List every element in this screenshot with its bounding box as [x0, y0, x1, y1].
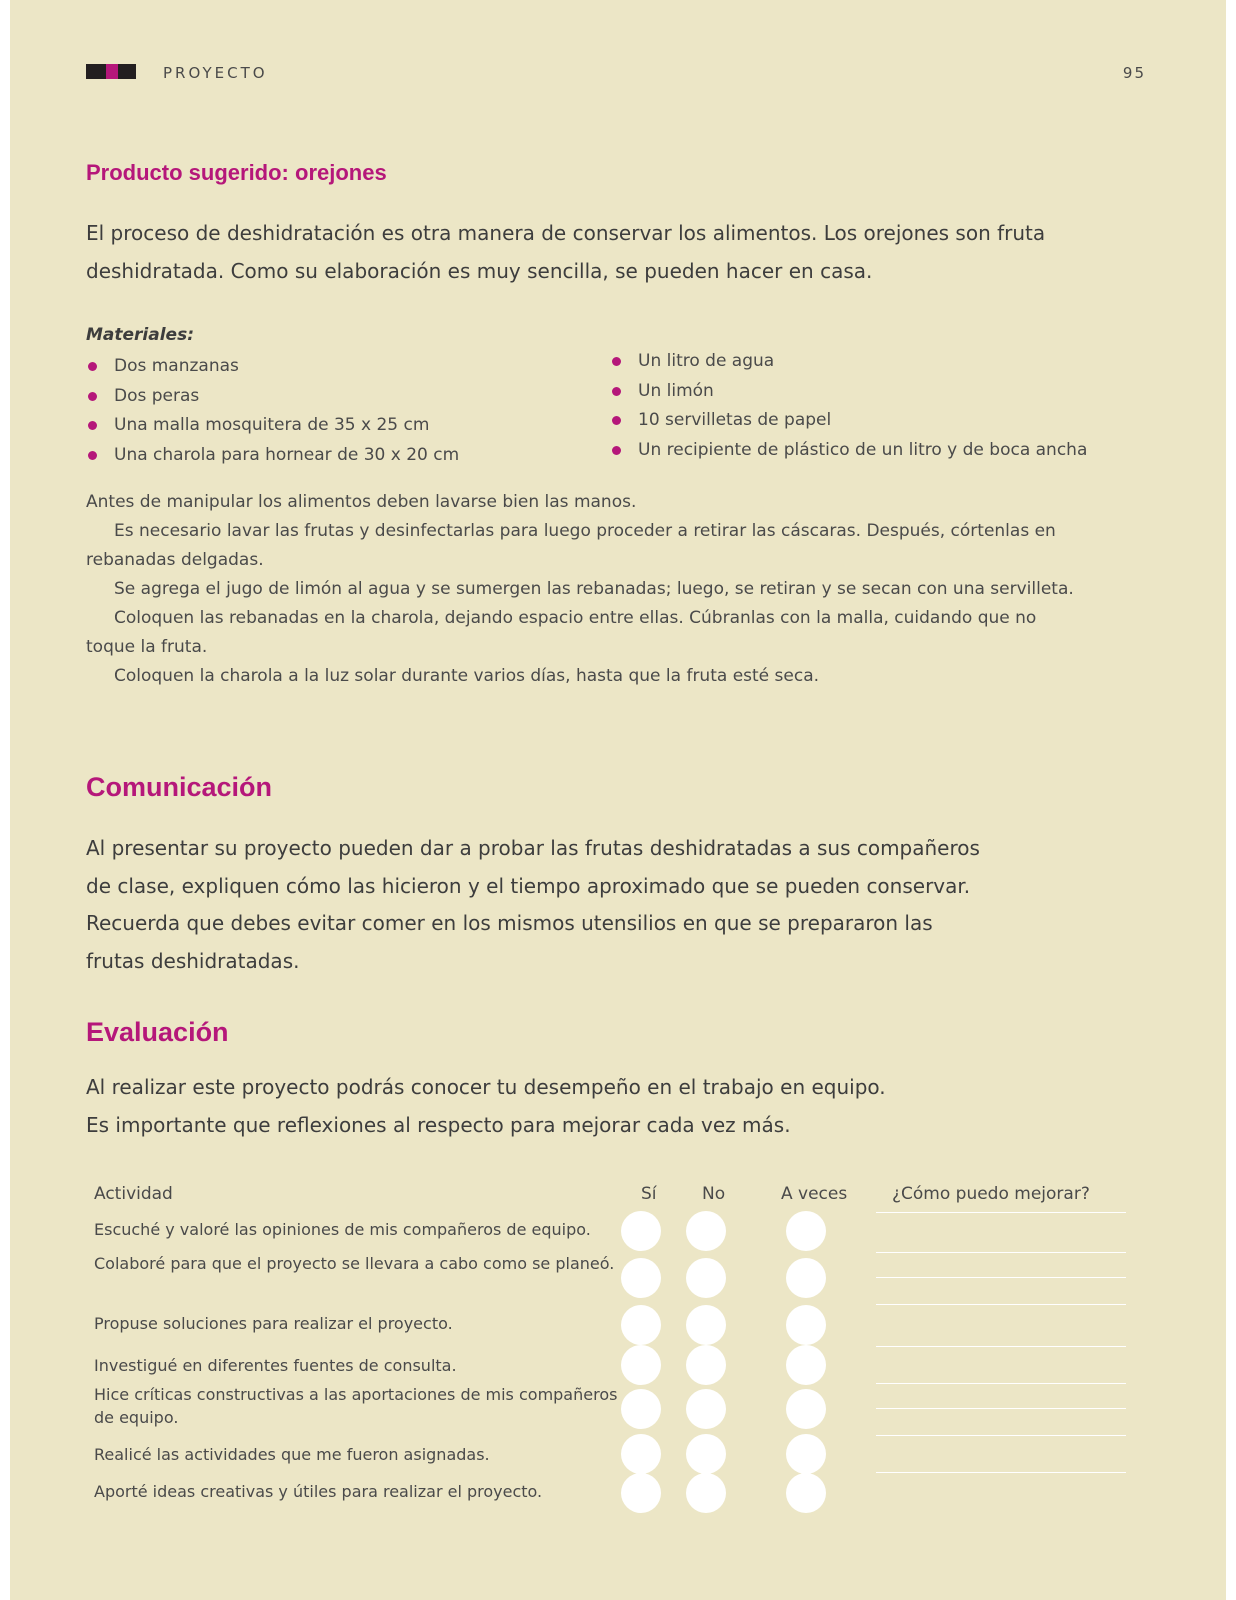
communication-title: Comunicación [86, 772, 273, 802]
bullet-icon [88, 392, 97, 401]
evaluation-text [86, 1069, 1086, 1144]
sometimes-circle[interactable] [786, 1345, 826, 1385]
material-item: Una charola para hornear de 30 x 20 cm [86, 441, 459, 471]
material-item: Un limón [610, 377, 1087, 407]
writing-line [876, 1277, 1126, 1278]
evaluation-table [86, 1172, 1150, 1514]
procedure-step: Antes de manipular los alimentos deben lavarse bien las manos. [86, 492, 637, 512]
activity-text: Hice críticas constructivas a las aportaciones de mis compañeros de equipo. [94, 1385, 618, 1427]
sometimes-circle[interactable] [786, 1305, 826, 1345]
col-improve: ¿Cómo puedo mejorar? [892, 1184, 1090, 1204]
writing-line [876, 1408, 1126, 1409]
sometimes-circle[interactable] [786, 1258, 826, 1298]
improve-writing-lines[interactable] [876, 1252, 1126, 1302]
no-circle[interactable] [686, 1305, 726, 1345]
no-circle[interactable] [686, 1258, 726, 1298]
material-item: Un litro de agua [610, 347, 1087, 377]
procedure-step: Es necesario lavar las frutas y desinfectarlas para luego proceder a retirar las cáscaras. Después, córtenlas en rebanadas delgadas. [86, 521, 1056, 570]
bullet-icon [612, 416, 621, 425]
evaluation-text-line: Al realizar este proyecto podrás conocer tu desempeño en el trabajo en equipo. [86, 1075, 886, 1099]
activity-text: Colaboré para que el proyecto se llevara a cabo como se planeó. [94, 1254, 615, 1273]
improve-writing-lines[interactable] [876, 1304, 1126, 1329]
improve-writing-lines[interactable] [876, 1346, 1126, 1371]
col-sometimes: A veces [781, 1184, 848, 1204]
page-number: 95 [1122, 64, 1146, 82]
yes-circle[interactable] [621, 1345, 661, 1385]
bullet-icon [88, 421, 97, 430]
materials-title: Materiales: [86, 325, 195, 345]
header-color-bar [86, 64, 136, 79]
col-no: No [702, 1184, 726, 1204]
col-yes: Sí [641, 1184, 657, 1204]
writing-line [876, 1383, 1126, 1384]
evaluation-title: Evaluación [86, 1017, 229, 1047]
table-row [86, 1472, 1150, 1514]
bar-segment [118, 64, 136, 79]
writing-line [876, 1346, 1126, 1347]
improve-writing-lines[interactable] [876, 1212, 1126, 1237]
sometimes-circle[interactable] [786, 1211, 826, 1251]
materials-list-right [610, 347, 1087, 465]
table-row [86, 1383, 1150, 1435]
bullet-icon [612, 446, 621, 455]
writing-line [876, 1252, 1126, 1253]
product-title: Producto sugerido: orejones [86, 160, 387, 185]
writing-line [876, 1435, 1126, 1436]
evaluation-text-line: Es importante que reflexiones al respecto para mejorar cada vez más. [86, 1112, 791, 1137]
activity-text: Propuse soluciones para realizar el proyecto. [94, 1314, 453, 1333]
improve-writing-lines[interactable] [876, 1435, 1126, 1460]
bar-segment [106, 64, 118, 79]
no-circle[interactable] [686, 1389, 726, 1429]
improve-writing-lines[interactable] [876, 1383, 1126, 1433]
table-header [86, 1172, 1150, 1210]
activity-text: Realicé las actividades que me fueron asignadas. [94, 1445, 490, 1464]
material-item: Dos peras [86, 382, 459, 412]
yes-circle[interactable] [621, 1434, 661, 1474]
sometimes-circle[interactable] [786, 1473, 826, 1513]
no-circle[interactable] [686, 1434, 726, 1474]
improve-writing-lines[interactable] [876, 1472, 1126, 1497]
bullet-icon [88, 362, 97, 371]
table-row [86, 1304, 1150, 1346]
material-item: Dos manzanas [86, 352, 459, 382]
no-circle[interactable] [686, 1211, 726, 1251]
col-activity: Actividad [94, 1184, 173, 1204]
writing-line [876, 1304, 1126, 1305]
activity-text: Aporté ideas creativas y útiles para realizar el proyecto. [94, 1482, 543, 1501]
material-item: 10 servilletas de papel [610, 406, 1087, 436]
communication-text: Al presentar su proyecto pueden dar a probar las frutas deshidratadas a sus compañeros de clase, expliquen cómo las hicieron y el tiempo aproximado que se pueden conservar. Recuerda que debes evitar comer en los mismos utensilios en que se prepararon las frutas deshidratadas. [86, 836, 980, 973]
table-row [86, 1346, 1150, 1383]
sometimes-circle[interactable] [786, 1389, 826, 1429]
materials-list-left [86, 352, 459, 470]
yes-circle[interactable] [621, 1473, 661, 1513]
activity-text: Investigué en diferentes fuentes de consulta. [94, 1356, 457, 1375]
table-row [86, 1210, 1150, 1252]
procedure-text [86, 488, 1086, 691]
yes-circle[interactable] [621, 1305, 661, 1345]
table-body [86, 1210, 1150, 1514]
procedure-step: Coloquen la charola a la luz solar durante varios días, hasta que la fruta esté seca. [114, 666, 820, 686]
bullet-icon [612, 357, 621, 366]
yes-circle[interactable] [621, 1258, 661, 1298]
section-label: PROYECTO [163, 64, 268, 82]
yes-circle[interactable] [621, 1389, 661, 1429]
bar-segment [86, 64, 106, 79]
sometimes-circle[interactable] [786, 1434, 826, 1474]
bullet-icon [612, 387, 621, 396]
table-row [86, 1252, 1150, 1304]
no-circle[interactable] [686, 1473, 726, 1513]
bullet-icon [88, 451, 97, 460]
writing-line [876, 1212, 1126, 1213]
material-item: Una malla mosquitera de 35 x 25 cm [86, 411, 459, 441]
yes-circle[interactable] [621, 1211, 661, 1251]
textbook-page [10, 0, 1226, 1600]
material-item: Un recipiente de plástico de un litro y de boca ancha [610, 436, 1087, 466]
table-row [86, 1435, 1150, 1472]
writing-line [876, 1472, 1126, 1473]
procedure-step: Se agrega el jugo de limón al agua y se sumergen las rebanadas; luego, se retiran y se secan con una servilleta. [114, 579, 1074, 599]
no-circle[interactable] [686, 1345, 726, 1385]
product-intro: El proceso de deshidratación es otra manera de conservar los alimentos. Los orejones son fruta deshidratada. Como su elaboración es muy sencilla, se pueden hacer en casa. [86, 221, 1046, 283]
procedure-step: Coloquen las rebanadas en la charola, dejando espacio entre ellas. Cúbranlas con la malla, cuidando que no toque la fruta. [86, 608, 1037, 657]
activity-text: Escuché y valoré las opiniones de mis compañeros de equipo. [94, 1220, 591, 1239]
